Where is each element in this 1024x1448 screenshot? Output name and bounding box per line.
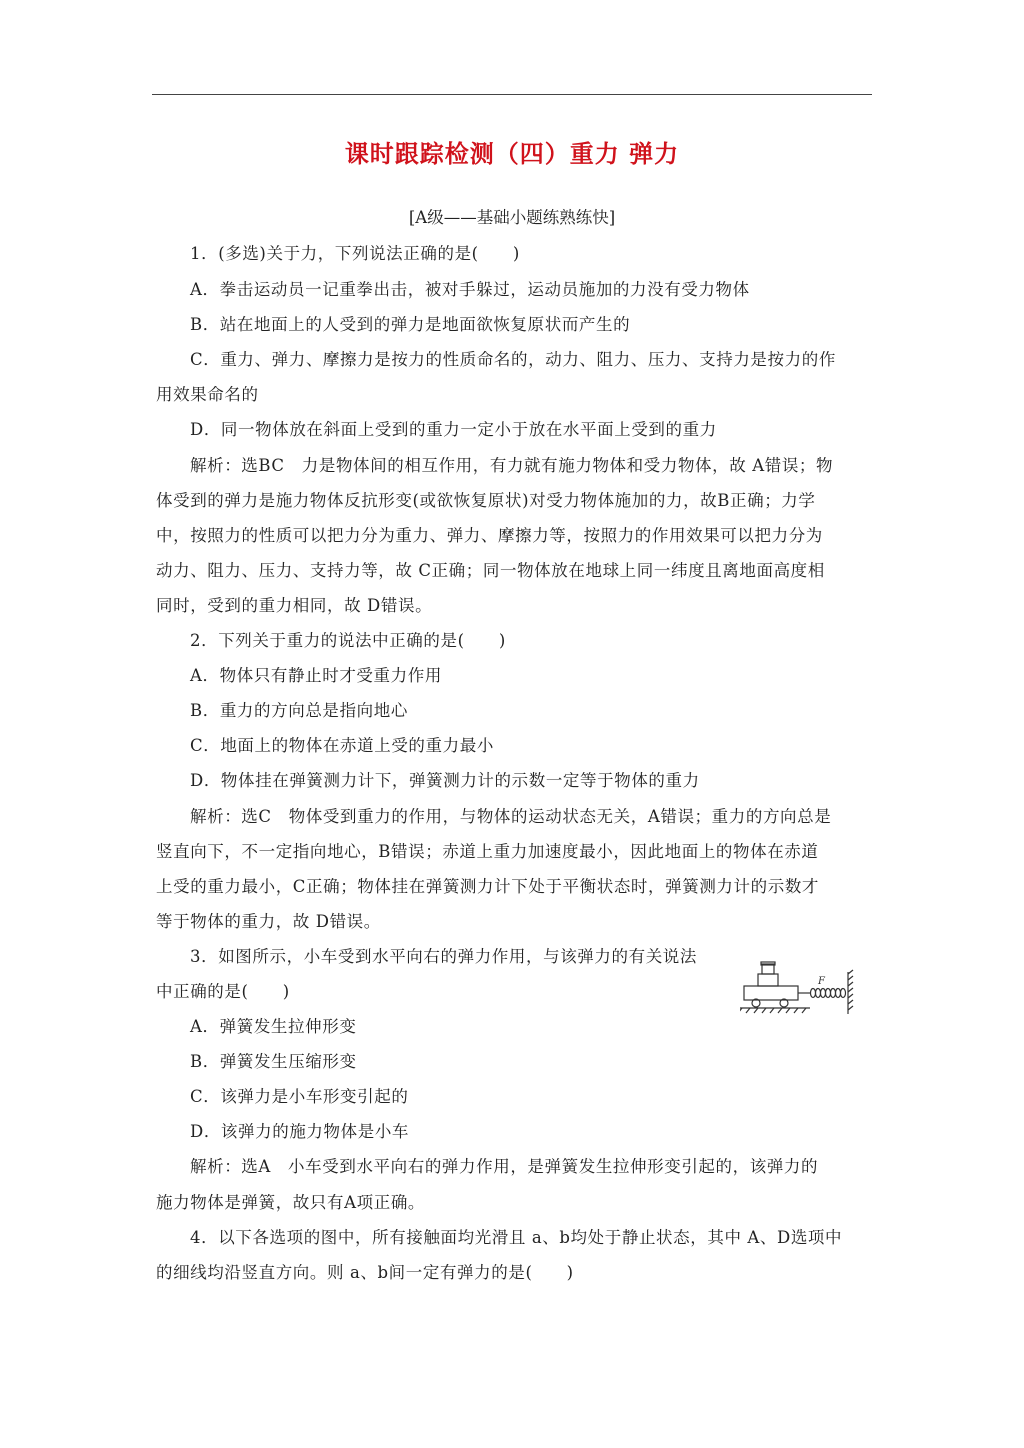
question-3-stem-cont: 中正确的是( )	[156, 982, 290, 1001]
question-1-analysis-line: 同时，受到的重力相同，故 D错误。	[156, 596, 433, 615]
question-1-stem: 1．(多选)关于力，下列说法正确的是( )	[190, 244, 520, 263]
question-1-analysis-line: 体受到的弹力是施力物体反抗形变(或欲恢复原状)对受力物体施加的力，故B正确；力学	[156, 491, 816, 510]
question-3-analysis-line: 施力物体是弹簧，故只有A项正确。	[156, 1193, 426, 1212]
question-3-analysis: 解析：选A 小车受到水平向右的弹力作用，是弹簧发生拉伸形变引起的，该弹力的	[190, 1157, 819, 1176]
question-2-analysis: 解析：选C 物体受到重力的作用，与物体的运动状态无关，A错误；重力的方向总是	[190, 807, 832, 826]
question-4-stem-cont: 的细线均沿竖直方向。则 a、b间一定有弹力的是( )	[156, 1263, 574, 1282]
question-3-option-c: C．该弹力是小车形变引起的	[190, 1087, 409, 1106]
question-2-option-b: B．重力的方向总是指向地心	[190, 701, 408, 720]
cart-block	[758, 974, 778, 986]
question-1-analysis: 解析：选BC 力是物体间的相互作用，有力就有施力物体和受力物体，故 A错误；物	[190, 456, 834, 475]
question-1-option-b: B．站在地面上的人受到的弹力是地面欲恢复原状而产生的	[190, 315, 631, 334]
question-1-option-c: C．重力、弹力、摩擦力是按力的性质命名的，动力、阻力、压力、支持力是按力的作	[190, 350, 836, 369]
question-4-stem: 4．以下各选项的图中，所有接触面均光滑且 a、b均处于静止状态，其中 A、D选项中	[190, 1228, 843, 1247]
spring-coils	[811, 989, 846, 998]
question-3-option-d: D．该弹力的施力物体是小车	[190, 1122, 410, 1141]
header-rule	[152, 94, 872, 95]
page-title: 课时跟踪检测（四）重力 弹力	[344, 139, 680, 168]
cart-body	[744, 986, 798, 1000]
force-label: F	[818, 976, 825, 987]
question-2-option-c: C．地面上的物体在赤道上受的重力最小	[190, 736, 494, 755]
question-3-stem: 3．如图所示，小车受到水平向右的弹力作用，与该弹力的有关说法	[190, 947, 697, 966]
question-1-analysis-line: 中，按照力的性质可以把力分为重力、弹力、摩擦力等，按照力的作用效果可以把力分为	[156, 526, 823, 545]
question-2-option-d: D．物体挂在弹簧测力计下，弹簧测力计的示数一定等于物体的重力	[190, 771, 700, 790]
question-1-analysis-line: 动力、阻力、压力、支持力等，故 C正确；同一物体放在地球上同一纬度且离地面高度相	[156, 561, 825, 580]
question-1-option-c-cont: 用效果命名的	[156, 385, 259, 404]
question-2-analysis-line: 上受的重力最小，C正确；物体挂在弹簧测力计下处于平衡状态时，弹簧测力计的示数才	[156, 877, 820, 896]
question-2-option-a: A．物体只有静止时才受重力作用	[190, 666, 442, 685]
question-2-analysis-line: 竖直向下，不一定指向地心，B错误；赤道上重力加速度最小，因此地面上的物体在赤道	[156, 842, 819, 861]
cart-spring-figure	[740, 958, 862, 1018]
question-3-option-b: B．弹簧发生压缩形变	[190, 1052, 357, 1071]
question-3-option-a: A．弹簧发生拉伸形变	[190, 1017, 357, 1036]
section-heading: [A级——基础小题练熟练快]	[408, 208, 616, 227]
question-2-analysis-line: 等于物体的重力，故 D错误。	[156, 912, 381, 931]
question-2-stem: 2．下列关于重力的说法中正确的是( )	[190, 631, 506, 650]
question-1-option-d: D．同一物体放在斜面上受到的重力一定小于放在水平面上受到的重力	[190, 420, 717, 439]
question-1-option-a: A．拳击运动员一记重拳出击，被对手躲过，运动员施加的力没有受力物体	[190, 280, 750, 299]
